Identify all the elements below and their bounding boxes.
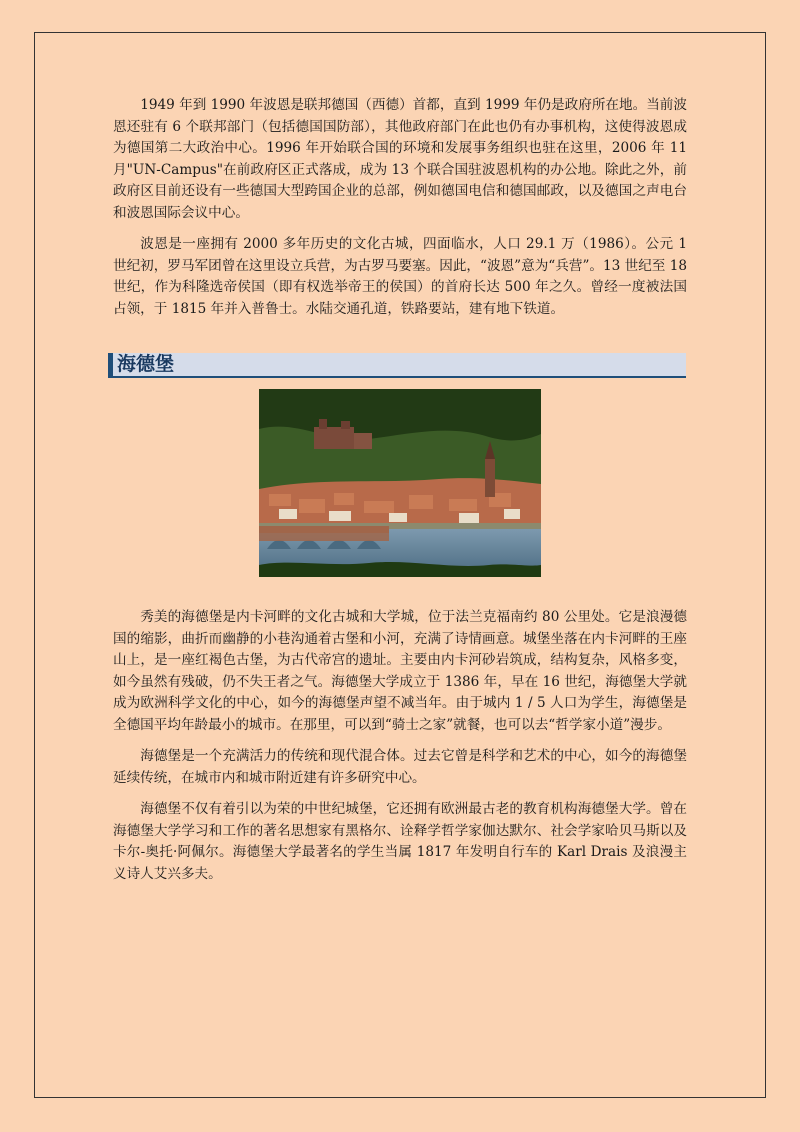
heidelberg-section — [113, 607, 687, 895]
heidelberg-photo — [259, 389, 541, 577]
paragraph: 海德堡是一个充满活力的传统和现代混合体。过去它曾是科学和艺术的中心，如今的海德堡延续传统，在城市内和城市附近建有许多研究中心。 — [113, 748, 687, 786]
paragraph: 秀美的海德堡是内卡河畔的文化古城和大学城，位于法兰克福南约 80 公里处。它是浪漫德国的缩影，曲折而幽静的小巷沟通着古堡和小河，充满了诗情画意。城堡坐落在内卡河畔的王座山上，是一座红褐色古堡，为古代帝宫的遗址。主要由内卡河砂岩筑成，结构复杂，风格多变，如今虽然有残破，仍不失王者之气。海德堡大学成立于 1386 年，早在 16 世纪，海德堡大学就成为欧洲科学文化的中心，如今的海德堡声望不减当年。由于城内 1 / 5 人口为学生，海德堡是全德国平均年龄最小的城市。在那里，可以到“骑士之家”就餐，也可以去“哲学家小道”漫步。 — [113, 609, 687, 733]
section-heading-text: 海德堡 — [117, 353, 175, 375]
paragraph: 1949 年到 1990 年波恩是联邦德国（西德）首都，直到 1999 年仍是政府所在地。当前波恩还驻有 6 个联邦部门（包括德国国防部），其他政府部门在此也仍有办事机构，这使得波恩成为德国第二大政治中心。1996 年开始联合国的环境和发展事务组织也驻在这里，2006 年 11 月"UN-Campus"在前政府区正式落成，成为 13 个联合国驻波恩机构的办公地。除此之外，前政府区目前还设有一些德国大型跨国企业的总部，例如德国电信和德国邮政，以及德国之声电台和波恩国际会议中心。 — [113, 97, 687, 221]
paragraph: 海德堡不仅有着引以为荣的中世纪城堡，它还拥有欧洲最古老的教育机构海德堡大学。曾在海德堡大学学习和工作的著名思想家有黑格尔、诠释学哲学家伽达默尔、社会学家哈贝马斯以及卡尔-奥托·阿佩尔。海德堡大学最著名的学生当属 1817 年发明自行车的 Karl Drais 及浪漫主义诗人艾兴多夫。 — [113, 801, 687, 882]
heidelberg-illustration — [259, 389, 541, 577]
section-heading — [108, 353, 686, 378]
paragraph: 波恩是一座拥有 2000 多年历史的文化古城，四面临水，人口 29.1 万（1986）。公元 1 世纪初，罗马军团曾在这里设立兵营，为古罗马要塞。因此，“波恩”意为“兵营”。13 世纪至 18 世纪，作为科隆选帝侯国（即有权选举帝王的侯国）的首府长达 500 年之久。曾经一度被法国占领，于 1815 年并入普鲁士。水陆交通孔道，铁路要站，建有地下铁道。 — [113, 236, 688, 317]
bonn-section — [113, 95, 687, 330]
